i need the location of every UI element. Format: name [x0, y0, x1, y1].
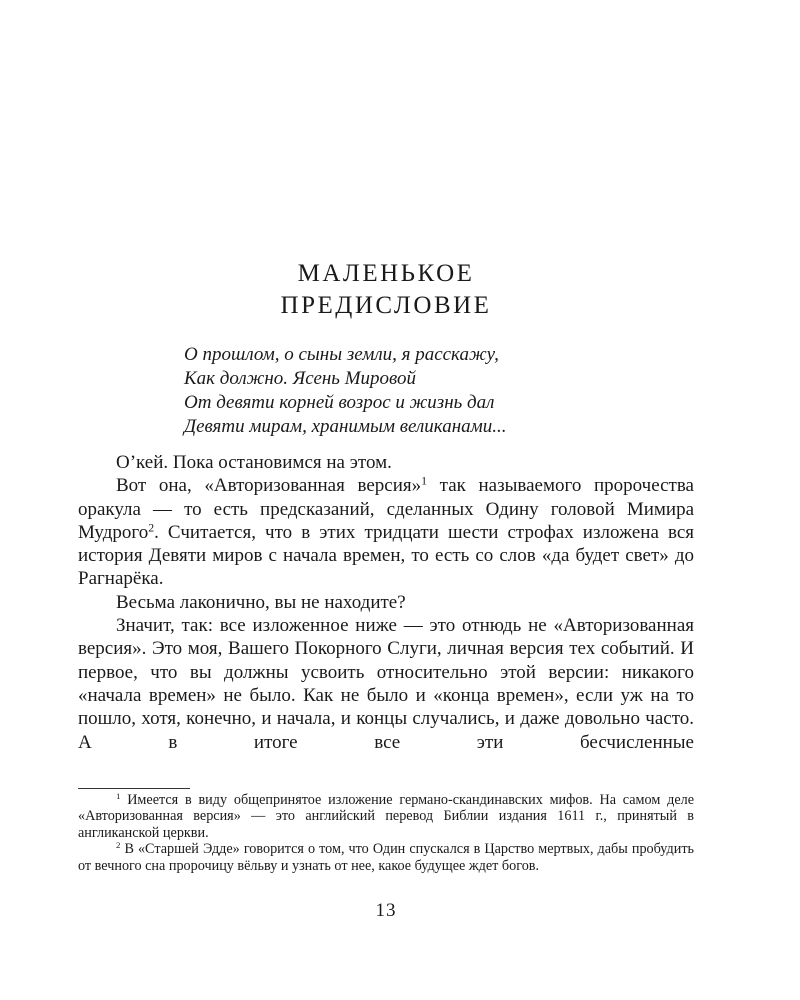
footnote-text: В «Старшей Эдде» говорится о том, что Один спускался в Царство мертвых, дабы пробудить от вечного сна пророчицу вёльву и узнать от нее, какое будущее ждет богов.	[78, 841, 694, 874]
footnotes	[78, 792, 694, 874]
paragraph-text: так называемого пророчества оракула — то есть предсказаний, сделанных Одину головой Мимира Мудрого	[78, 475, 694, 543]
book-page	[78, 0, 694, 1000]
footnote	[78, 792, 694, 841]
epigraph	[184, 343, 644, 439]
chapter-title-line-1: МАЛЕНЬКОЕ	[297, 260, 475, 287]
epigraph-line: От девяти корней возрос и жизнь дал	[184, 392, 495, 413]
epigraph-line: Девяти мирам, хранимым великанами...	[184, 416, 507, 437]
paragraph-text: . Считается, что в этих тридцати шести строфах изложена вся история Девяти миров с начала времен, то есть со слов «да будет свет» до Рагнарёка.	[78, 521, 694, 590]
epigraph-line: О прошлом, о сыны земли, я расскажу,	[184, 344, 499, 365]
paragraph: О’кей. Пока остановимся на этом.	[116, 452, 392, 473]
paragraph: Весьма лаконично, вы не находите?	[116, 591, 406, 613]
footnote-mark: 2	[116, 840, 121, 851]
page-number: 13	[375, 900, 397, 921]
paragraph: Значит, так: все изложенное ниже — это отнюдь не «Авторизованная версия». Это моя, Вашего Покорного Слуги, личная версия тех событий. И первое, что вы должны усвоить относительно этой версии: никакого «начала времен» не было. Как не было и «конца времен», если уж на то пошло, хотя, конечно, и начала, и концы случались, и даже довольно часто. А в итоге все эти бесчисленные	[78, 615, 694, 753]
paragraph-text: Вот она, «Авторизованная версия»	[116, 475, 422, 497]
footnote-ref[interactable]: 2	[148, 521, 155, 535]
footnote-text: Имеется в виду общепринятое изложение германо-скандинавских мифов. На самом деле «Авторизованная версия» — это английский перевод Библии издания 1611 г., принятый в англиканской церкви.	[78, 792, 694, 841]
epigraph-line: Как должно. Ясень Мировой	[184, 368, 417, 389]
chapter-title-line-2: ПРЕДИСЛОВИЕ	[280, 292, 492, 319]
footnote-divider	[78, 788, 190, 789]
footnote-ref[interactable]: 1	[421, 474, 428, 488]
paragraph	[78, 474, 694, 590]
body-text	[78, 451, 694, 754]
footnote	[78, 841, 694, 874]
footnote-mark: 1	[116, 791, 121, 802]
chapter-title	[78, 258, 694, 322]
